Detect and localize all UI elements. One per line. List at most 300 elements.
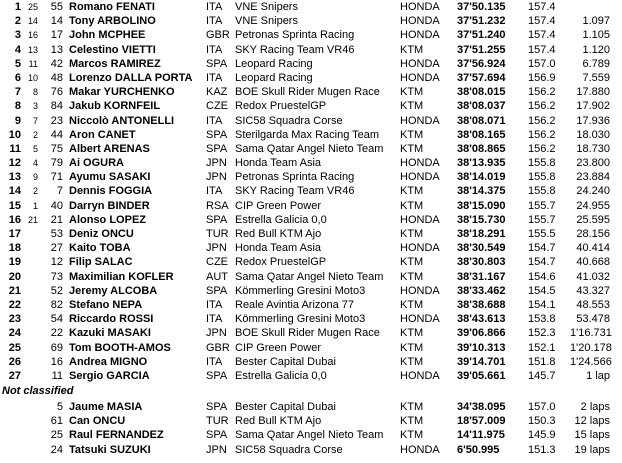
race-time: 38'14.019 — [457, 171, 506, 184]
team-name: SIC58 Squadra Corse — [235, 114, 343, 127]
rider-number: 23 — [50, 114, 63, 127]
race-time: 38'33.462 — [457, 284, 506, 297]
rider-name: Ai OGURA — [69, 157, 124, 170]
gap-to-leader: 53.478 — [576, 313, 610, 326]
team-name: Petronas Sprinta Racing — [235, 171, 355, 184]
grid-position: 16 — [27, 30, 38, 41]
gap-to-leader: 41.032 — [576, 270, 610, 283]
nationality: ITA — [206, 15, 223, 28]
rider-name: Tom BOOTH-AMOS — [69, 341, 171, 354]
grid-position: 3 — [32, 101, 38, 112]
motorcycle-make: HONDA — [400, 213, 440, 226]
average-speed: 157.0 — [528, 401, 556, 414]
table-row — [0, 270, 622, 284]
rider-number: 79 — [50, 157, 63, 170]
table-row — [0, 443, 622, 457]
rider-number: 76 — [50, 86, 63, 99]
team-name: Sterilgarda Max Racing Team — [235, 128, 380, 141]
grid-position: 13 — [27, 44, 38, 55]
rider-number: 25 — [50, 429, 63, 442]
gap-to-leader: 1'16.731 — [570, 327, 612, 340]
rider-name: Tony ARBOLINO — [69, 15, 156, 28]
nationality: GBR — [206, 341, 230, 354]
average-speed: 157.4 — [528, 43, 556, 56]
result-position: 18 — [8, 242, 21, 255]
table-row — [0, 213, 622, 227]
race-time: 14'11.975 — [457, 429, 505, 442]
rider-number: 52 — [50, 284, 63, 297]
gap-to-leader: 40.414 — [576, 242, 610, 255]
nationality: SPA — [206, 128, 228, 141]
rider-name: Jeremy ALCOBA — [69, 284, 158, 297]
result-position: 4 — [14, 43, 21, 56]
rider-number: 84 — [50, 100, 63, 113]
team-name: Sama Qatar Angel Nieto Team — [235, 142, 384, 155]
table-row — [0, 170, 622, 184]
motorcycle-make: HONDA — [400, 369, 440, 382]
team-name: SKY Racing Team VR46 — [235, 43, 355, 56]
average-speed: 156.2 — [528, 142, 556, 155]
race-time: 38'38.688 — [457, 298, 506, 311]
rider-name: Kazuki MASAKI — [69, 327, 151, 340]
team-name: Red Bull KTM Ajo — [235, 228, 322, 240]
table-row — [0, 142, 622, 156]
gap-to-leader: 23.800 — [576, 157, 610, 170]
average-speed: 156.2 — [528, 100, 556, 113]
nationality: SPA — [206, 57, 228, 70]
grid-position: 2 — [32, 186, 38, 197]
race-time: 37'51.232 — [457, 15, 506, 28]
race-time: 38'43.613 — [457, 313, 506, 326]
nationality: ITA — [206, 114, 223, 127]
rider-name: Kaito TOBA — [69, 242, 131, 255]
rider-name: Lorenzo DALLA PORTA — [69, 71, 193, 84]
gap-to-leader: 17.880 — [576, 86, 610, 99]
motorcycle-make: KTM — [400, 86, 424, 99]
average-speed: 156.2 — [528, 114, 556, 127]
table-row — [0, 0, 622, 14]
result-position: 9 — [14, 114, 21, 127]
average-speed: 152.3 — [528, 327, 556, 340]
rider-name: Aron CANET — [69, 128, 136, 141]
race-time: 37'57.694 — [457, 71, 506, 84]
rider-number: 42 — [50, 57, 63, 70]
motorcycle-make: HONDA — [400, 71, 440, 84]
gap-to-leader: 24.955 — [576, 199, 610, 212]
race-time: 18'57.009 — [457, 415, 506, 428]
result-position: 10 — [8, 128, 21, 141]
team-name: Red Bull KTM Ajo — [235, 415, 322, 428]
motorcycle-make: HONDA — [400, 313, 440, 326]
team-name: BOE Skull Rider Mugen Race — [235, 86, 380, 99]
result-position: 14 — [8, 185, 21, 198]
nationality: SPA — [206, 213, 228, 226]
result-position: 25 — [8, 341, 21, 354]
gap-to-leader: 6.789 — [582, 57, 610, 70]
motorcycle-make: HONDA — [400, 171, 440, 184]
average-speed: 154.6 — [528, 270, 556, 283]
motorcycle-make: HONDA — [400, 114, 440, 127]
nationality: ITA — [206, 185, 223, 198]
average-speed: 155.8 — [528, 157, 556, 170]
gap-to-leader: 43.327 — [576, 284, 610, 297]
result-position: 2 — [14, 15, 21, 28]
rider-name: Celestino VIETTI — [69, 43, 156, 56]
nationality: KAZ — [206, 86, 228, 99]
race-time: 38'15.090 — [457, 199, 506, 212]
rider-number: 16 — [50, 355, 63, 368]
gap-to-leader: 12 laps — [574, 415, 610, 428]
result-position: 21 — [8, 284, 21, 297]
motorcycle-make: KTM — [400, 401, 424, 414]
average-speed: 155.7 — [528, 199, 556, 212]
team-name: Sama Qatar Angel Nieto Team — [235, 270, 384, 283]
rider-name: Maximilian KOFLER — [69, 270, 174, 283]
rider-name: Can ONCU — [69, 415, 126, 428]
rider-number: 14 — [50, 15, 63, 28]
average-speed: 155.8 — [528, 171, 556, 184]
motorcycle-make: KTM — [400, 100, 424, 113]
table-row — [0, 85, 622, 99]
rider-number: 73 — [50, 270, 63, 283]
grid-position: 21 — [27, 214, 38, 225]
average-speed: 154.7 — [528, 242, 556, 255]
result-position: 19 — [8, 256, 21, 269]
table-row — [0, 400, 622, 414]
motorcycle-make: HONDA — [400, 242, 440, 255]
not-classified-heading: Not classified — [2, 385, 74, 398]
race-time: 38'15.730 — [457, 213, 506, 226]
gap-to-leader: 1.097 — [582, 15, 610, 28]
gap-to-leader: 19 laps — [574, 443, 610, 456]
average-speed: 145.9 — [528, 429, 556, 442]
motorcycle-make: HONDA — [400, 57, 440, 70]
table-row — [0, 14, 622, 28]
table-row — [0, 369, 622, 383]
table-row — [0, 312, 622, 326]
grid-position: 14 — [27, 16, 38, 27]
race-time: 38'30.803 — [457, 256, 506, 269]
rider-name: Albert ARENAS — [69, 142, 150, 155]
race-time: 38'08.165 — [457, 128, 506, 141]
result-position: 3 — [14, 29, 21, 42]
grid-position: 7 — [32, 115, 38, 126]
motorcycle-make: KTM — [400, 256, 424, 269]
rider-number: 40 — [50, 199, 63, 212]
nationality: ITA — [206, 313, 223, 326]
nationality: SPA — [206, 142, 228, 155]
team-name: CIP Green Power — [235, 199, 322, 212]
nationality: ITA — [206, 298, 223, 311]
rider-name: Dennis FOGGIA — [69, 185, 153, 198]
rider-number: 69 — [50, 341, 63, 354]
nationality: SPA — [206, 401, 228, 414]
result-position: 23 — [8, 313, 21, 326]
average-speed: 156.2 — [528, 128, 556, 141]
result-position: 15 — [8, 199, 21, 212]
team-name: Redox PruestelGP — [235, 100, 327, 113]
gap-to-leader: 40.668 — [576, 256, 610, 269]
rider-name: Niccolò ANTONELLI — [69, 114, 175, 127]
race-time: 38'08.071 — [457, 114, 506, 127]
rider-name: Riccardo ROSSI — [69, 313, 154, 326]
gap-to-leader: 7.559 — [582, 71, 610, 84]
rider-number: 17 — [50, 29, 63, 42]
average-speed: 152.1 — [528, 341, 556, 354]
motorcycle-make: HONDA — [400, 15, 440, 28]
table-row — [0, 28, 622, 42]
gap-to-leader: 1.105 — [582, 29, 610, 42]
team-name: BOE Skull Rider Mugen Race — [235, 327, 380, 340]
gap-to-leader: 25.595 — [576, 213, 610, 226]
result-position: 22 — [8, 298, 21, 311]
rider-name: Tatsuki SUZUKI — [69, 443, 151, 456]
result-position: 17 — [8, 228, 21, 240]
team-name: Leopard Racing — [235, 57, 313, 70]
nationality: JPN — [206, 443, 227, 456]
team-name: Estrella Galicia 0,0 — [235, 369, 327, 382]
average-speed: 157.4 — [528, 29, 556, 42]
table-row — [0, 326, 622, 340]
team-name: CIP Green Power — [235, 341, 322, 354]
gap-to-leader: 15 laps — [574, 429, 610, 442]
motorcycle-make: KTM — [400, 199, 424, 212]
race-time: 39'06.866 — [457, 327, 506, 340]
result-position: 7 — [14, 86, 21, 99]
average-speed: 155.8 — [528, 185, 556, 198]
motorcycle-make: KTM — [400, 298, 424, 311]
nationality: JPN — [206, 157, 227, 170]
motorcycle-make: KTM — [400, 429, 424, 442]
average-speed: 151.8 — [528, 355, 556, 368]
team-name: Honda Team Asia — [235, 242, 322, 255]
average-speed: 157.4 — [528, 1, 556, 13]
rider-number: 11 — [51, 369, 63, 382]
team-name: SIC58 Squadra Corse — [235, 443, 343, 456]
gap-to-leader: 1.120 — [582, 43, 610, 56]
result-position: 8 — [14, 100, 21, 113]
gap-to-leader: 23.884 — [576, 171, 610, 184]
race-time: 39'10.313 — [457, 341, 506, 354]
rider-number: 44 — [50, 128, 63, 141]
grid-position: 8 — [32, 87, 38, 98]
table-row — [0, 298, 622, 312]
rider-name: Alonso LOPEZ — [69, 213, 146, 226]
grid-position: 2 — [32, 129, 38, 140]
race-time: 38'30.549 — [457, 242, 506, 255]
nationality: ITA — [206, 71, 223, 84]
rider-number: 48 — [50, 71, 63, 84]
table-row — [0, 128, 622, 142]
motorcycle-make: KTM — [400, 185, 424, 198]
nationality: RSA — [206, 199, 229, 212]
race-time: 37'51.255 — [457, 43, 506, 56]
average-speed: 154.5 — [528, 284, 556, 297]
nationality: SPA — [206, 429, 228, 442]
motorcycle-make: KTM — [400, 415, 424, 428]
rider-number: 24 — [50, 443, 63, 456]
rider-name: John MCPHEE — [69, 29, 146, 42]
race-time: 38'08.865 — [457, 142, 506, 155]
rider-name: Jakub KORNFEIL — [69, 100, 161, 113]
table-row — [0, 71, 622, 85]
table-row — [0, 57, 622, 71]
rider-name: Darryn BINDER — [69, 199, 150, 212]
rider-number: 27 — [50, 242, 63, 255]
grid-position: 10 — [27, 72, 38, 83]
race-time: 38'08.015 — [457, 86, 506, 99]
gap-to-leader: 18.730 — [576, 142, 610, 155]
race-time: 38'18.291 — [457, 228, 506, 240]
team-name: Kömmerling Gresini Moto3 — [235, 313, 366, 326]
average-speed: 155.5 — [528, 228, 556, 240]
average-speed: 151.3 — [528, 443, 556, 456]
race-time: 38'14.375 — [457, 185, 506, 198]
motorcycle-make: KTM — [400, 327, 424, 340]
race-time: 37'50.135 — [457, 1, 506, 13]
rider-number: 22 — [50, 327, 63, 340]
rider-name: Filip SALAC — [69, 256, 133, 269]
grid-position: 5 — [32, 143, 38, 154]
race-time: 38'08.037 — [457, 100, 506, 113]
team-name: VNE Snipers — [235, 1, 298, 13]
nationality: CZE — [206, 256, 228, 269]
nationality: TUR — [206, 228, 229, 240]
team-name: Estrella Galicia 0,0 — [235, 213, 327, 226]
gap-to-leader: 18.030 — [576, 128, 610, 141]
motorcycle-make: KTM — [400, 228, 424, 240]
gap-to-leader: 1'20.178 — [570, 341, 612, 354]
result-position: 11 — [9, 142, 21, 155]
rider-name: Makar YURCHENKO — [69, 86, 175, 99]
team-name: Sama Qatar Angel Nieto Team — [235, 429, 384, 442]
rider-number: 55 — [50, 1, 63, 13]
motorcycle-make: HONDA — [400, 157, 440, 170]
gap-to-leader: 1'24.566 — [570, 355, 612, 368]
result-position: 12 — [8, 157, 21, 170]
average-speed: 156.9 — [528, 71, 556, 84]
grid-position: 25 — [27, 2, 38, 12]
team-name: SKY Racing Team VR46 — [235, 185, 355, 198]
nationality: JPN — [206, 242, 227, 255]
gap-to-leader: 17.936 — [576, 114, 610, 127]
average-speed: 157.0 — [528, 57, 556, 70]
result-position: 24 — [8, 327, 21, 340]
result-position: 27 — [8, 369, 21, 382]
rider-number: 5 — [56, 401, 63, 414]
rider-name: Raul FERNANDEZ — [69, 429, 164, 442]
race-time: 34'38.095 — [457, 401, 506, 414]
rider-number: 71 — [50, 171, 63, 184]
team-name: Kömmerling Gresini Moto3 — [235, 284, 366, 297]
result-position: 13 — [8, 171, 21, 184]
table-row — [0, 43, 622, 57]
rider-number: 21 — [50, 213, 63, 226]
rider-name: Sergio GARCIA — [69, 369, 150, 382]
race-time: 38'31.167 — [457, 270, 506, 283]
table-row — [0, 355, 622, 369]
table-row — [0, 156, 622, 170]
team-name: Honda Team Asia — [235, 157, 322, 170]
nationality: GBR — [206, 29, 230, 42]
race-time: 39'05.661 — [457, 369, 506, 382]
rider-name: Andrea MIGNO — [69, 355, 148, 368]
motorcycle-make: KTM — [400, 341, 424, 354]
nationality: CZE — [206, 100, 228, 113]
average-speed: 156.2 — [528, 86, 556, 99]
result-position: 5 — [14, 57, 21, 70]
race-time: 38'13.935 — [457, 157, 506, 170]
average-speed: 145.7 — [528, 369, 556, 382]
motorcycle-make: KTM — [400, 43, 424, 56]
motorcycle-make: KTM — [400, 128, 424, 141]
team-name: Petronas Sprinta Racing — [235, 29, 355, 42]
result-position: 6 — [14, 71, 21, 84]
grid-position: 1 — [32, 200, 38, 211]
table-row — [0, 184, 622, 198]
nationality: SPA — [206, 369, 228, 382]
rider-number: 13 — [50, 43, 63, 56]
nationality: JPN — [206, 327, 227, 340]
team-name: Leopard Racing — [235, 71, 313, 84]
gap-to-leader: 17.902 — [576, 100, 610, 113]
rider-number: 12 — [50, 256, 63, 269]
nationality: ITA — [206, 355, 223, 368]
gap-to-leader: 2 laps — [580, 401, 610, 414]
motorcycle-make: KTM — [400, 270, 424, 283]
nationality: ITA — [206, 1, 223, 13]
rider-name: Marcos RAMIREZ — [69, 57, 161, 70]
nationality: TUR — [206, 415, 229, 428]
race-time: 37'51.240 — [457, 29, 506, 42]
result-position: 16 — [8, 213, 21, 226]
race-time: 37'56.924 — [457, 57, 506, 70]
team-name: VNE Snipers — [235, 15, 298, 28]
motorcycle-make: KTM — [400, 355, 424, 368]
average-speed: 157.4 — [528, 15, 556, 28]
table-row — [0, 428, 622, 442]
team-name: Bester Capital Dubai — [235, 401, 336, 414]
motorcycle-make: HONDA — [400, 29, 440, 42]
not-classified-list — [0, 400, 622, 457]
rider-name: Jaume MASIA — [69, 401, 143, 414]
motorcycle-make: HONDA — [400, 1, 440, 13]
average-speed: 154.1 — [528, 298, 556, 311]
table-row — [0, 114, 622, 128]
rider-number: 61 — [50, 415, 63, 428]
rider-number: 82 — [50, 298, 63, 311]
table-row — [0, 341, 622, 355]
table-row — [0, 227, 622, 241]
result-position: 1 — [14, 1, 21, 13]
gap-to-leader: 28.156 — [576, 228, 610, 240]
rider-name: Deniz ONCU — [69, 228, 134, 240]
nationality: SPA — [206, 284, 228, 297]
average-speed: 155.7 — [528, 213, 556, 226]
table-row — [0, 241, 622, 255]
table-row — [0, 284, 622, 298]
rider-number: 54 — [50, 313, 63, 326]
nationality: AUT — [206, 270, 228, 283]
team-name: Reale Avintia Arizona 77 — [235, 298, 355, 311]
result-position: 20 — [8, 270, 21, 283]
gap-to-leader: 1 lap — [586, 369, 610, 382]
rider-number: 53 — [50, 228, 63, 240]
rider-name: Ayumu SASAKI — [69, 171, 151, 184]
motorcycle-make: HONDA — [400, 443, 440, 456]
average-speed: 150.3 — [528, 415, 556, 428]
average-speed: 153.8 — [528, 313, 556, 326]
